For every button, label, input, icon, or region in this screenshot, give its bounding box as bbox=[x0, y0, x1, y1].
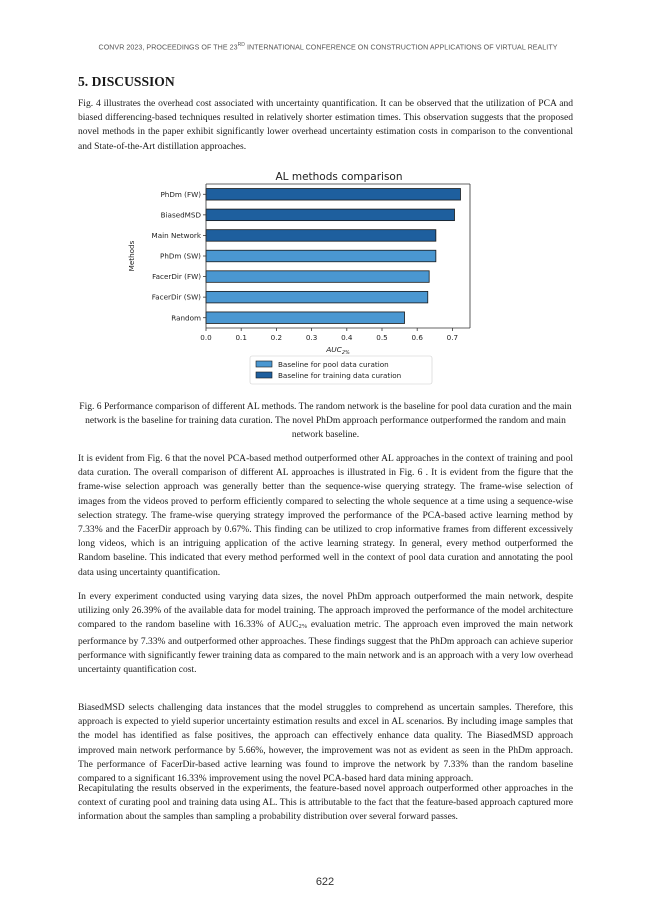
paragraph-fig6-analysis: It is evident from Fig. 6 that the novel PCA-based method outperformed other AL approaches in the context of training and pool data curation. The overall comparison of different AL approaches is illustrated in Fig. 6 . It is evident from the figure that the frame-wise selection approach was generally better than the sequence-wise querying strategy. The frame-wise selection of images from the videos proved to perform efficiently compared to selecting the whole sequence at a time using a sequence-wise selection strategy. The frame-wise querying strategy improved the performance of the PCA-based active learning method by 7.33% and the FacerDir approach by 0.67%. This finding can be utilized to crop informative frames from different excessively long videos, which is an intriguing application of the active learning strategy. In general, every method outperformed the Random baseline. This indicated that every method performed well in the context of pool data curation and annotating the pool data using uncertainty quantification. bbox=[78, 453, 573, 578]
bar-phdm-sw bbox=[206, 250, 436, 262]
x-tick-label: 0.5 bbox=[376, 333, 388, 342]
paragraph-recap: Recapitulating the results observed in the experiments, the feature-based novel approach outperformed other approaches in the context of curating pool and training data using AL. This is attributable to the fact that the feature-based approach captured more information about the samples than sampling a probability distribution over several forward passes. bbox=[78, 783, 573, 823]
bar-phdm-fw bbox=[206, 189, 460, 201]
paragraph-overhead-cost: Fig. 4 illustrates the overhead cost associated with uncertainty quantification. It can be observed that the utilization of PCA and biased differencing-based techniques resulted in relatively shorter estimation times. This observation suggests that the proposed novel methods in the paper exhibit significantly lower overhead uncertainty estimation costs in comparison to the conventional and State-of-the-Art distillation approaches. bbox=[78, 98, 573, 152]
bar-random bbox=[206, 312, 405, 324]
x-tick-label: 0.6 bbox=[411, 333, 423, 342]
figure-caption: Fig. 6 Performance comparison of different AL methods. The random network is the baseline for pool data curation and the main network is the baseline for training data curation. The novel PhDm approach performance outperformed the random and main network baseline. bbox=[79, 401, 572, 441]
bar-facerdir-sw bbox=[206, 291, 428, 303]
y-axis-label: Methods bbox=[127, 240, 136, 272]
bar-biasedmsd bbox=[206, 209, 455, 221]
y-tick-label: FacerDir (SW) bbox=[151, 292, 201, 302]
y-tick-label: FacerDir (FW) bbox=[152, 272, 201, 282]
x-tick-label: 0.7 bbox=[446, 333, 459, 342]
y-tick-label: BiasedMSD bbox=[160, 210, 201, 220]
legend-label-pool: Baseline for pool data curation bbox=[278, 359, 389, 369]
running-header: CONVR 2023, PROCEEDINGS OF THE 23RD INTERNATIONAL CONFERENCE ON CONSTRUCTION APPLICATIONS OF VIRTUAL REALITY bbox=[98, 42, 558, 52]
y-tick-label: PhDm (SW) bbox=[160, 251, 201, 261]
x-axis-label: $AUC_{2\%}$ bbox=[326, 345, 350, 356]
paragraph-biasedmsd: BiasedMSD selects challenging data instances that the model struggles to comprehend as uncertain samples. Therefore, this approach is expected to yield superior uncertainty estimation results and excel in AL scenarios. By including image samples that the model has identified as false positives, the approach can effectively enhance data quality. The BiasedMSD approach improved main network performance by 5.66%, however, the improvement was not as evident as seen in the PhDm approach. The performance of FacerDir-based active learning was found to improve the network by 7.33% than the random baseline compared to a significant 16.33% improvement using the novel PCA-based hard data mining approach. bbox=[78, 702, 573, 785]
page-number: 622 bbox=[315, 876, 335, 888]
x-tick-label: 0.1 bbox=[235, 333, 247, 342]
legend-swatch-training bbox=[256, 372, 272, 378]
x-tick-label: 0.2 bbox=[270, 333, 283, 342]
y-tick-label: Main Network bbox=[151, 231, 201, 241]
chart-title: AL methods comparison bbox=[275, 171, 403, 183]
al-methods-chart bbox=[0, 0, 650, 400]
section-title: 5. DISCUSSION bbox=[78, 74, 175, 89]
x-tick-label: 0.3 bbox=[305, 333, 318, 342]
bar-facerdir-fw bbox=[206, 271, 429, 283]
y-tick-label: Random bbox=[171, 313, 201, 323]
x-tick-label: 0.0 bbox=[200, 333, 212, 342]
paragraph-phdm-results: In every experiment conducted using varying data sizes, the novel PhDm approach outperformed the main network, despite utilizing only 26.39% of the available data for model training. The approach improved the performance of the model architecture compared to the random baseline with 16.33% of $AUC_{2\%}$ evaluation metric. The approach even improved the main network performance by 7.33% and outperformed other approaches. These findings suggest that the PhDm approach can achieve superior performance with significantly fewer training data as compared to the main network and is an approach with a very low overhead uncertainty quantification cost. bbox=[78, 591, 573, 676]
x-tick-label: 0.4 bbox=[341, 333, 353, 342]
legend-label-training: Baseline for training data curation bbox=[278, 370, 402, 380]
legend-swatch-pool bbox=[256, 361, 272, 367]
bar-main-network bbox=[206, 230, 436, 242]
y-tick-label: PhDm (FW) bbox=[160, 189, 201, 199]
